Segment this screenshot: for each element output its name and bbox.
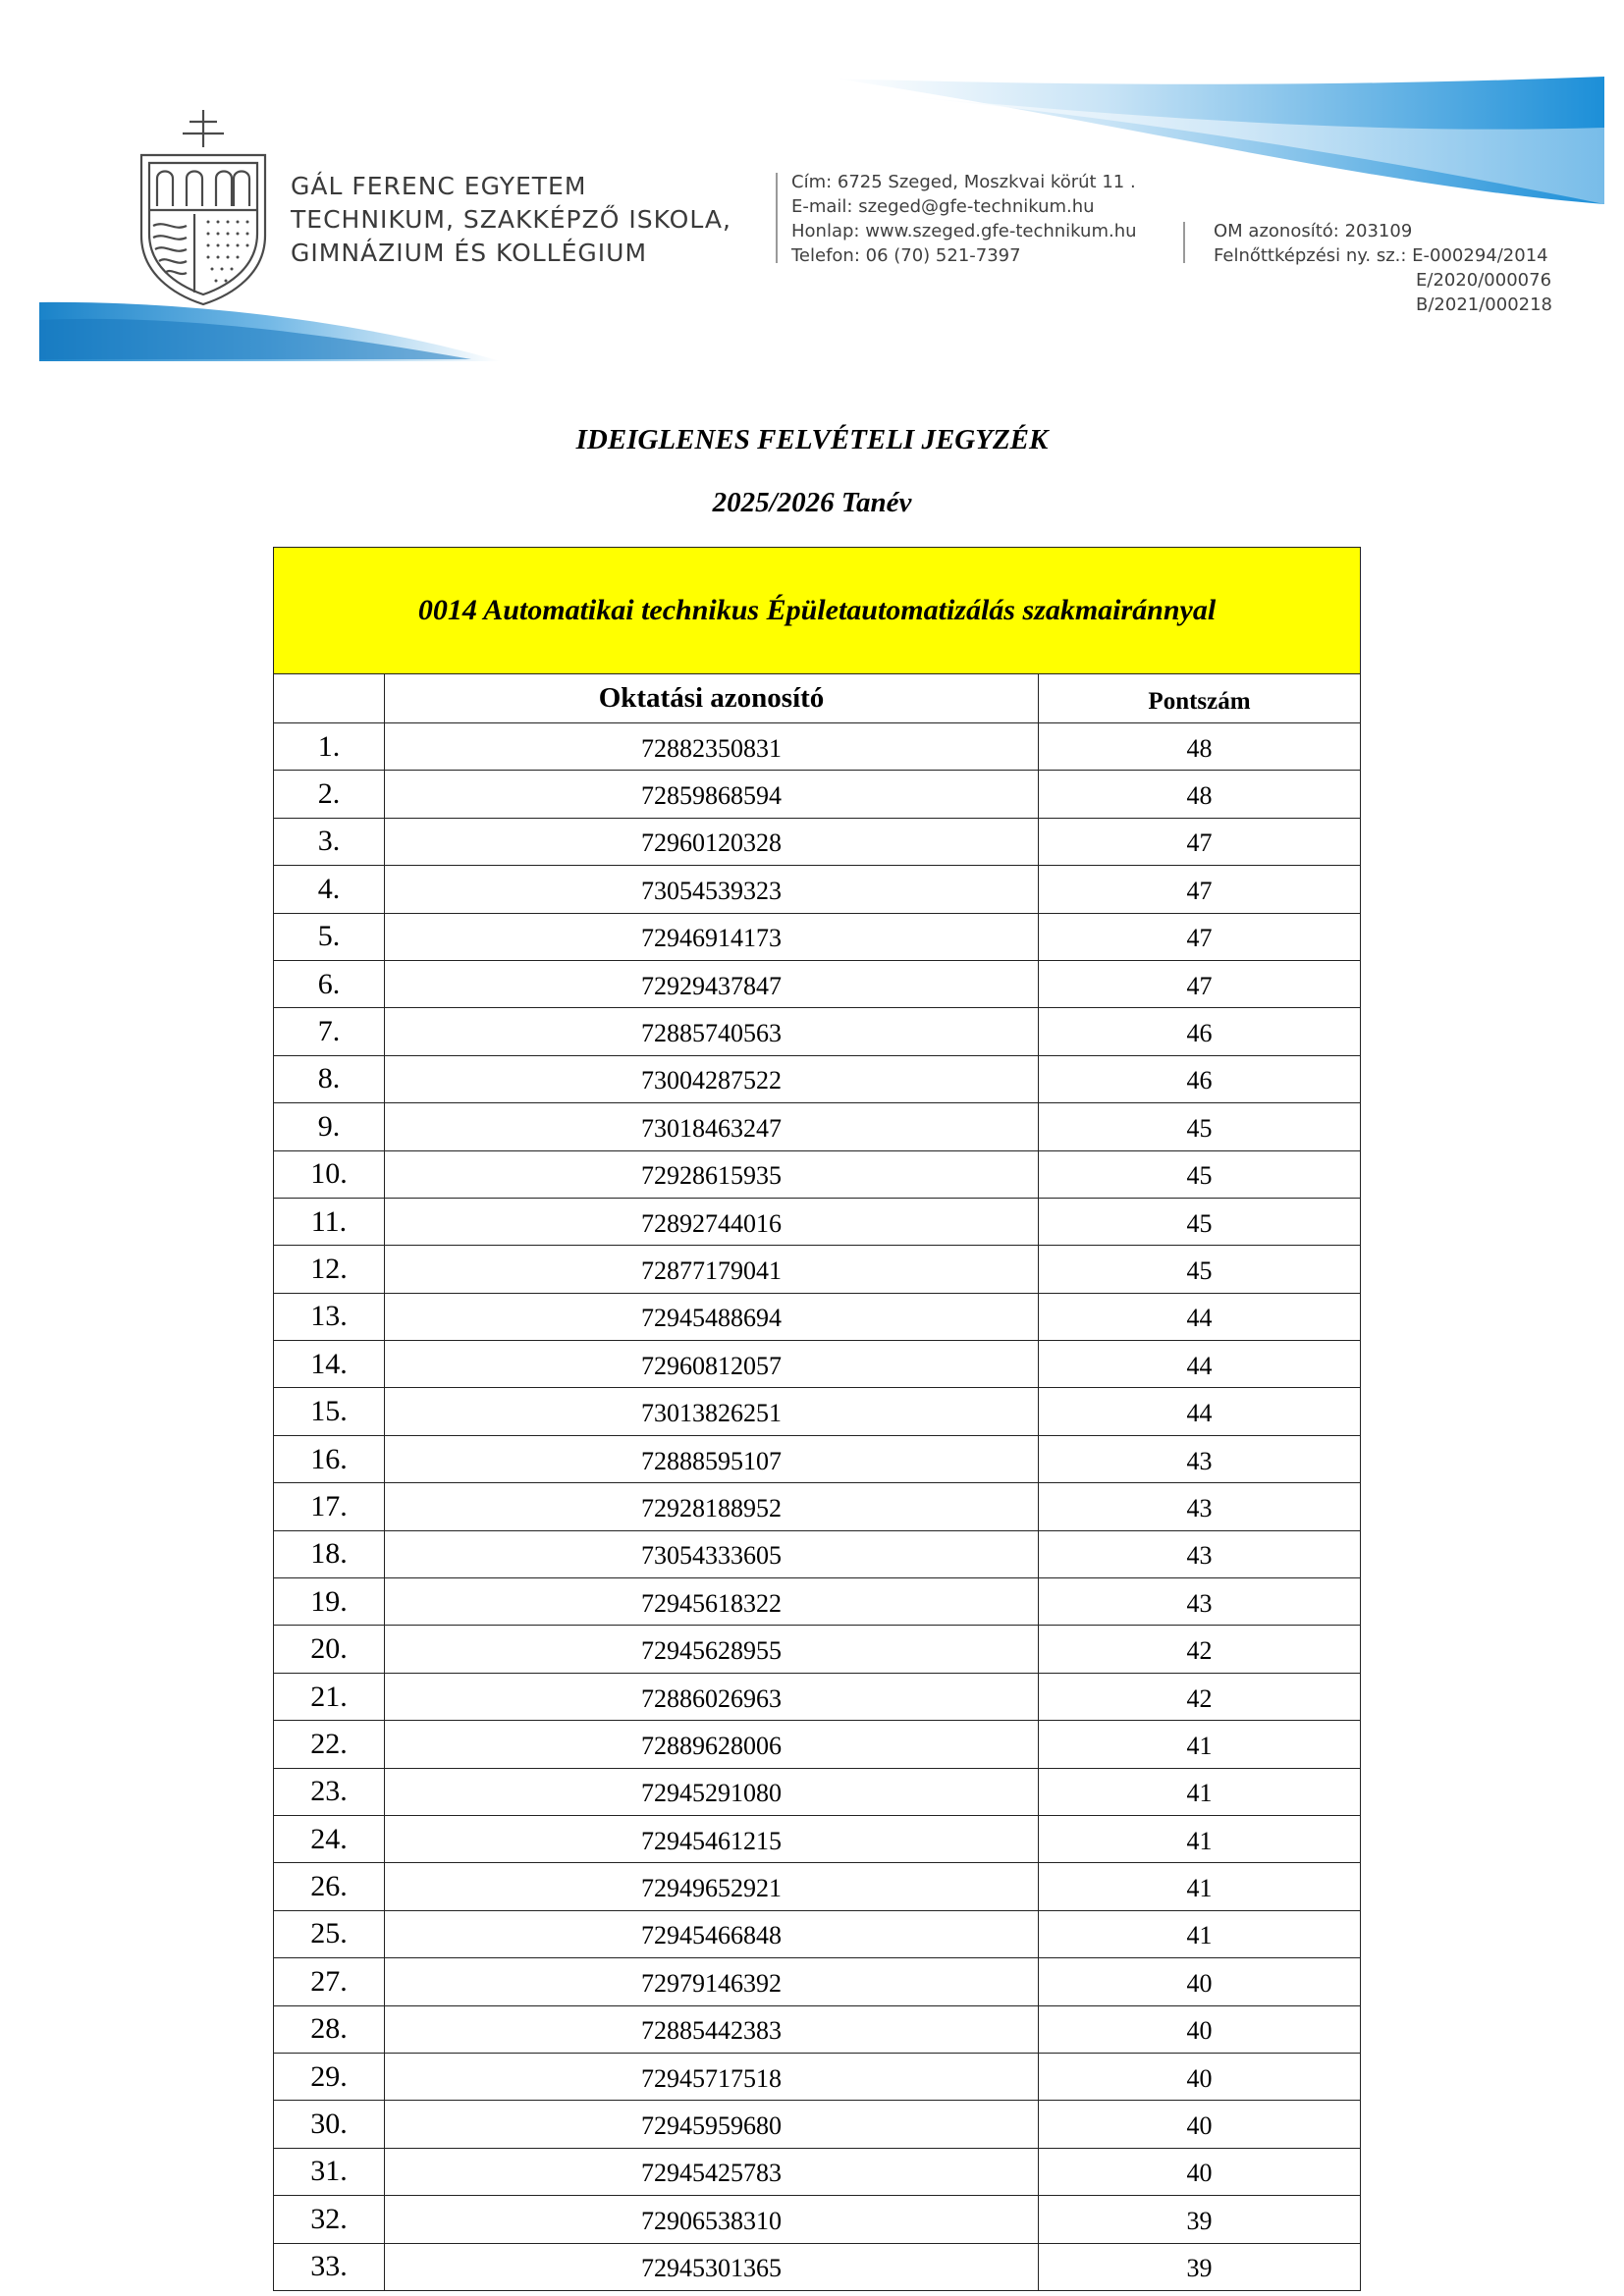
rank-cell: 31. xyxy=(274,2148,385,2195)
education-id-cell: 72945717518 xyxy=(385,2053,1039,2100)
score-cell: 41 xyxy=(1039,1863,1361,1910)
rank-cell: 16. xyxy=(274,1435,385,1482)
score-cell: 45 xyxy=(1039,1150,1361,1198)
education-id-cell: 72945301365 xyxy=(385,2243,1039,2290)
score-cell: 43 xyxy=(1039,1530,1361,1577)
table-row xyxy=(274,1055,1361,1102)
education-id-cell: 72929437847 xyxy=(385,960,1039,1007)
score-cell: 43 xyxy=(1039,1578,1361,1626)
rank-cell: 19. xyxy=(274,1578,385,1626)
rank-cell: 29. xyxy=(274,2053,385,2100)
education-id-cell: 73004287522 xyxy=(385,1055,1039,1102)
score-cell: 44 xyxy=(1039,1341,1361,1388)
table-row xyxy=(274,2005,1361,2053)
header-score: Pontszám xyxy=(1039,674,1361,723)
registration-info xyxy=(1214,219,1552,317)
score-cell: 45 xyxy=(1039,1198,1361,1245)
score-cell: 41 xyxy=(1039,1768,1361,1815)
table-row xyxy=(274,2243,1361,2290)
contact-website: Honlap: www.szeged.gfe-technikum.hu xyxy=(791,221,1137,241)
program-name: 0014 Automatikai technikus Épületautomatizálás szakmairánnyal xyxy=(274,548,1361,674)
education-id-cell: 72979146392 xyxy=(385,1958,1039,2005)
table-row xyxy=(274,1768,1361,1815)
education-id-cell: 72945488694 xyxy=(385,1293,1039,1340)
header-divider xyxy=(1183,222,1185,263)
table-row xyxy=(274,1863,1361,1910)
education-id-cell: 72859868594 xyxy=(385,771,1039,818)
table-row xyxy=(274,1673,1361,1720)
rank-cell: 22. xyxy=(274,1721,385,1768)
education-id-cell: 72877179041 xyxy=(385,1246,1039,1293)
score-cell: 42 xyxy=(1039,1673,1361,1720)
rank-cell: 23. xyxy=(274,1768,385,1815)
header-divider xyxy=(776,173,778,263)
om-id: OM azonosító: 203109 xyxy=(1214,221,1413,241)
reg-number: B/2021/000218 xyxy=(1416,294,1552,315)
score-cell: 40 xyxy=(1039,2005,1361,2053)
table-row xyxy=(274,1435,1361,1482)
rank-cell: 4. xyxy=(274,866,385,913)
table-row xyxy=(274,1103,1361,1150)
table-row xyxy=(274,1198,1361,1245)
score-cell: 48 xyxy=(1039,723,1361,771)
score-cell: 44 xyxy=(1039,1293,1361,1340)
table-row xyxy=(274,771,1361,818)
table-body xyxy=(274,723,1361,2291)
education-id-cell: 72945291080 xyxy=(385,1768,1039,1815)
rank-cell: 26. xyxy=(274,1863,385,1910)
table-row xyxy=(274,818,1361,865)
header-education-id: Oktatási azonosító xyxy=(385,674,1039,723)
adult-education-reg: Felnőttképzési ny. sz.: E-000294/2014 xyxy=(1214,245,1548,266)
education-id-cell: 73018463247 xyxy=(385,1103,1039,1150)
table-row xyxy=(274,1246,1361,1293)
table-header-row xyxy=(274,674,1361,723)
table-row xyxy=(274,960,1361,1007)
rank-cell: 24. xyxy=(274,1815,385,1862)
table-row xyxy=(274,1483,1361,1530)
score-cell: 40 xyxy=(1039,2101,1361,2148)
score-cell: 40 xyxy=(1039,1958,1361,2005)
header-rank xyxy=(274,674,385,723)
table-row xyxy=(274,913,1361,960)
education-id-cell: 73054539323 xyxy=(385,866,1039,913)
table-row xyxy=(274,866,1361,913)
education-id-cell: 72928615935 xyxy=(385,1150,1039,1198)
education-id-cell: 72945628955 xyxy=(385,1626,1039,1673)
education-id-cell: 72886026963 xyxy=(385,1673,1039,1720)
school-name-line: GIMNÁZIUM ÉS KOLLÉGIUM xyxy=(291,239,648,267)
rank-cell: 17. xyxy=(274,1483,385,1530)
education-id-cell: 72906538310 xyxy=(385,2196,1039,2243)
rank-cell: 10. xyxy=(274,1150,385,1198)
education-id-cell: 73054333605 xyxy=(385,1530,1039,1577)
education-id-cell: 72945461215 xyxy=(385,1815,1039,1862)
education-id-cell: 72888595107 xyxy=(385,1435,1039,1482)
contact-email: E-mail: szeged@gfe-technikum.hu xyxy=(791,196,1095,217)
education-id-cell: 72945466848 xyxy=(385,1910,1039,1957)
rank-cell: 18. xyxy=(274,1530,385,1577)
education-id-cell: 72885740563 xyxy=(385,1008,1039,1055)
document-title: IDEIGLENES FELVÉTELI JEGYZÉK xyxy=(575,424,1049,455)
contact-address: Cím: 6725 Szeged, Moszkvai körút 11 . xyxy=(791,172,1136,192)
contact-info xyxy=(791,170,1137,268)
education-id-cell: 72889628006 xyxy=(385,1721,1039,1768)
rank-cell: 30. xyxy=(274,2101,385,2148)
school-name-line: TECHNIKUM, SZAKKÉPZŐ ISKOLA, xyxy=(291,205,731,234)
education-id-cell: 72882350831 xyxy=(385,723,1039,771)
score-cell: 47 xyxy=(1039,960,1361,1007)
score-cell: 43 xyxy=(1039,1483,1361,1530)
table-row xyxy=(274,2101,1361,2148)
document-year: 2025/2026 Tanév xyxy=(712,487,912,518)
rank-cell: 8. xyxy=(274,1055,385,1102)
score-cell: 45 xyxy=(1039,1103,1361,1150)
rank-cell: 21. xyxy=(274,1673,385,1720)
school-crest-logo xyxy=(135,108,271,309)
education-id-cell: 72885442383 xyxy=(385,2005,1039,2053)
education-id-cell: 73013826251 xyxy=(385,1388,1039,1435)
education-id-cell: 72928188952 xyxy=(385,1483,1039,1530)
program-row xyxy=(274,548,1361,674)
table-row xyxy=(274,1341,1361,1388)
score-cell: 44 xyxy=(1039,1388,1361,1435)
education-id-cell: 72892744016 xyxy=(385,1198,1039,1245)
score-cell: 47 xyxy=(1039,866,1361,913)
rank-cell: 27. xyxy=(274,1958,385,2005)
rank-cell: 7. xyxy=(274,1008,385,1055)
rank-cell: 15. xyxy=(274,1388,385,1435)
reg-number: E/2020/000076 xyxy=(1416,270,1552,291)
rank-cell: 14. xyxy=(274,1341,385,1388)
rank-cell: 3. xyxy=(274,818,385,865)
score-cell: 46 xyxy=(1039,1055,1361,1102)
rank-cell: 25. xyxy=(274,1910,385,1957)
rank-cell: 13. xyxy=(274,1293,385,1340)
table-row xyxy=(274,2148,1361,2195)
score-cell: 45 xyxy=(1039,1246,1361,1293)
score-cell: 39 xyxy=(1039,2196,1361,2243)
table-row xyxy=(274,1008,1361,1055)
score-cell: 39 xyxy=(1039,2243,1361,2290)
score-cell: 46 xyxy=(1039,1008,1361,1055)
score-cell: 40 xyxy=(1039,2053,1361,2100)
rank-cell: 6. xyxy=(274,960,385,1007)
education-id-cell: 72960812057 xyxy=(385,1341,1039,1388)
score-cell: 47 xyxy=(1039,818,1361,865)
rank-cell: 32. xyxy=(274,2196,385,2243)
rank-cell: 20. xyxy=(274,1626,385,1673)
score-cell: 42 xyxy=(1039,1626,1361,1673)
rank-cell: 9. xyxy=(274,1103,385,1150)
score-cell: 40 xyxy=(1039,2148,1361,2195)
table-row xyxy=(274,723,1361,771)
table-row xyxy=(274,1530,1361,1577)
education-id-cell: 72946914173 xyxy=(385,913,1039,960)
school-name-line: GÁL FERENC EGYETEM xyxy=(291,172,587,200)
table-row xyxy=(274,1910,1361,1957)
table-row xyxy=(274,1388,1361,1435)
table-row xyxy=(274,1815,1361,1862)
rank-cell: 33. xyxy=(274,2243,385,2290)
education-id-cell: 72960120328 xyxy=(385,818,1039,865)
contact-phone: Telefon: 06 (70) 521-7397 xyxy=(791,245,1021,266)
score-cell: 47 xyxy=(1039,913,1361,960)
education-id-cell: 72945425783 xyxy=(385,2148,1039,2195)
table-row xyxy=(274,1293,1361,1340)
table-row xyxy=(274,1150,1361,1198)
score-cell: 48 xyxy=(1039,771,1361,818)
score-cell: 41 xyxy=(1039,1721,1361,1768)
table-row xyxy=(274,2053,1361,2100)
education-id-cell: 72949652921 xyxy=(385,1863,1039,1910)
school-name xyxy=(291,170,731,270)
table-row xyxy=(274,1626,1361,1673)
score-cell: 41 xyxy=(1039,1910,1361,1957)
rank-cell: 1. xyxy=(274,723,385,771)
rank-cell: 28. xyxy=(274,2005,385,2053)
education-id-cell: 72945618322 xyxy=(385,1578,1039,1626)
table-row xyxy=(274,1721,1361,1768)
table-row xyxy=(274,1958,1361,2005)
table-row xyxy=(274,2196,1361,2243)
rank-cell: 5. xyxy=(274,913,385,960)
score-cell: 43 xyxy=(1039,1435,1361,1482)
rank-cell: 12. xyxy=(274,1246,385,1293)
rank-cell: 2. xyxy=(274,771,385,818)
table-row xyxy=(274,1578,1361,1626)
admission-list-table xyxy=(273,547,1361,2291)
score-cell: 41 xyxy=(1039,1815,1361,1862)
education-id-cell: 72945959680 xyxy=(385,2101,1039,2148)
rank-cell: 11. xyxy=(274,1198,385,1245)
